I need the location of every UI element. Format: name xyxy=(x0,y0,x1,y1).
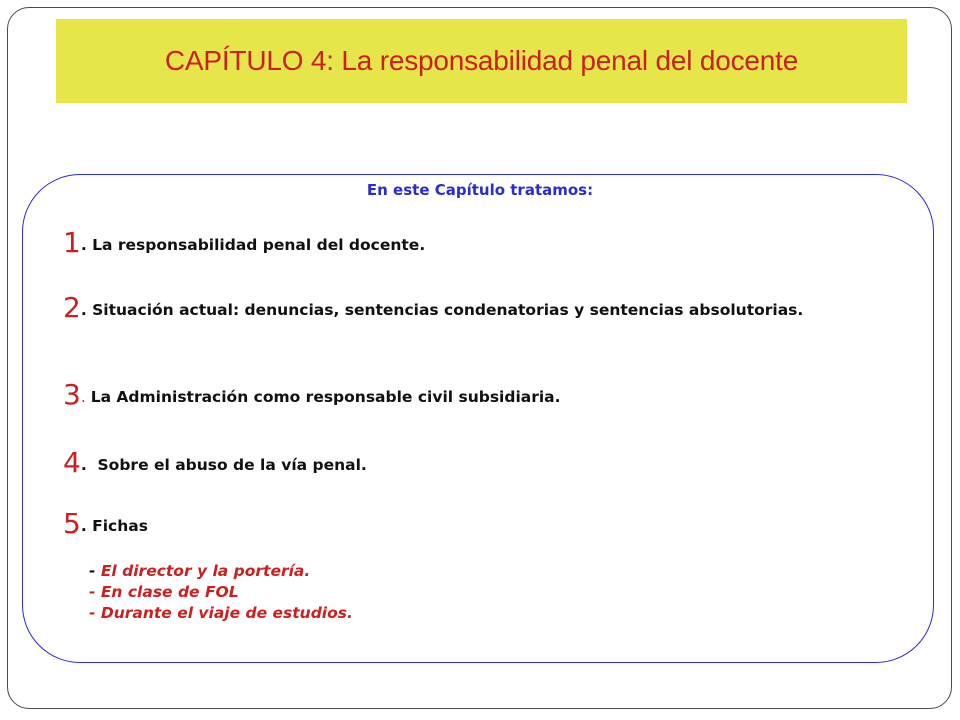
ficha-text: En clase de FOL xyxy=(100,583,239,601)
title-banner xyxy=(56,19,907,103)
topic-separator: . xyxy=(80,456,98,474)
topic-item-3 xyxy=(63,378,561,411)
topic-text: Situación actual: denuncias, sentencias condenatorias y sentencias absolutorias. xyxy=(92,301,804,319)
ficha-item xyxy=(89,603,353,624)
ficha-text: Durante el viaje de estudios. xyxy=(100,604,353,622)
topic-number: 1 xyxy=(63,226,81,259)
topic-text: La responsabilidad penal del docente. xyxy=(92,236,426,254)
topic-number: 5 xyxy=(63,507,81,540)
ficha-dash: - xyxy=(89,583,101,601)
topic-separator: . xyxy=(80,301,93,319)
ficha-item xyxy=(89,561,353,582)
topic-separator: . xyxy=(80,388,91,406)
topic-separator: . xyxy=(80,236,93,254)
topic-text: La Administración como responsable civil subsidiaria. xyxy=(90,388,561,406)
ficha-text: El director y la portería. xyxy=(100,562,311,580)
topic-item-1 xyxy=(63,226,426,259)
content-heading: En este Capítulo tratamos: xyxy=(366,181,594,199)
topic-item-4 xyxy=(63,446,367,479)
fichas-list xyxy=(89,561,353,624)
ficha-dash: - xyxy=(89,562,101,580)
topic-text: Sobre el abuso de la vía penal. xyxy=(97,456,367,474)
slide-title: CAPÍTULO 4: La responsabilidad penal del docente xyxy=(164,45,799,76)
ficha-dash: - xyxy=(89,604,101,622)
topic-item-2 xyxy=(63,291,853,324)
topic-separator: . xyxy=(80,517,93,535)
topic-item-5 xyxy=(63,507,148,540)
ficha-item xyxy=(89,582,353,603)
topic-number: 4 xyxy=(63,446,81,479)
topic-text: Fichas xyxy=(92,517,148,535)
topic-number: 3 xyxy=(63,378,81,411)
topic-number: 2 xyxy=(63,291,81,324)
